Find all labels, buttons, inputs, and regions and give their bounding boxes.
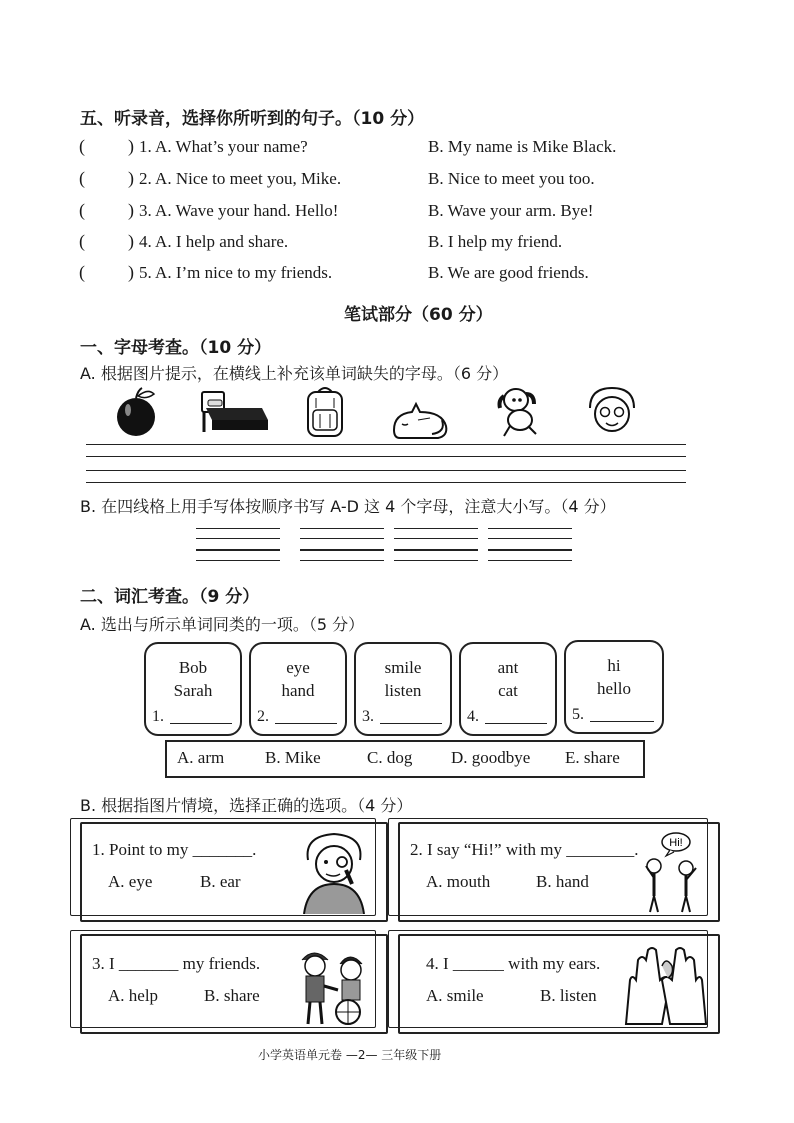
page-footer: 小学英语单元卷 —2— 三年级下册 bbox=[258, 1048, 442, 1062]
vocab-a-instruction: A. 选出与所示单词同类的一项。（5 分） bbox=[80, 615, 365, 634]
picture-question-card: 2. I say “Hi!” with my ________. A. mouth B. hand Hi! bbox=[398, 822, 720, 922]
vocab-b-instruction: B. 根据指图片情境，选择正确的选项。（4 分） bbox=[80, 796, 413, 815]
word-group-box: ant cat 4. bbox=[459, 642, 557, 736]
word-group-box: smile listen 3. bbox=[354, 642, 452, 736]
picture-question-card: 4. I ______ with my ears. A. smile B. listen bbox=[398, 934, 720, 1034]
letters-a-instruction: A. 根据图片提示，在横线上补充该单词缺失的字母。（6 分） bbox=[80, 364, 509, 383]
grandma-icon bbox=[582, 384, 640, 440]
written-part-title: 笔试部分（60 分） bbox=[344, 305, 493, 325]
option-a: 3. A. Wave your hand. Hello! bbox=[139, 201, 339, 220]
option-a: 4. A. I help and share. bbox=[139, 232, 289, 251]
vocab-heading: 二、词汇考查。（9 分） bbox=[80, 587, 260, 607]
option-b: B. My name is Mike Black. bbox=[428, 137, 617, 156]
options-box: A. arm B. Mike C. dog D. goodbye E. share bbox=[165, 740, 645, 778]
option-b: B. Wave your arm. Bye! bbox=[428, 201, 594, 220]
option-b: B. Nice to meet you too. bbox=[428, 169, 595, 188]
picture-question-card: 3. I _______ my friends. A. help B. share bbox=[80, 934, 388, 1034]
apple-icon bbox=[110, 386, 162, 438]
answer-blank[interactable] bbox=[275, 723, 337, 724]
option-a: 2. A. Nice to meet you, Mike. bbox=[139, 169, 342, 188]
word-group-box: Bob Sarah 1. bbox=[144, 642, 242, 736]
answer-blank[interactable] bbox=[380, 723, 442, 724]
answer-blank[interactable] bbox=[590, 721, 654, 722]
option-a: 1. A. What’s your name? bbox=[139, 137, 308, 156]
dog-icon bbox=[494, 384, 544, 440]
hands-cupped-ear-icon bbox=[620, 946, 712, 1026]
cat-icon bbox=[388, 400, 452, 440]
backpack-icon bbox=[302, 384, 348, 440]
answer-blank[interactable] bbox=[485, 723, 547, 724]
option-a: 5. A. I’m nice to my friends. bbox=[139, 263, 333, 282]
word-group-box: hi hello 5. bbox=[564, 640, 664, 734]
option-b: B. I help my friend. bbox=[428, 232, 563, 251]
svg-text:Hi!: Hi! bbox=[669, 837, 683, 849]
letters-heading: 一、字母考查。（10 分） bbox=[80, 338, 272, 358]
boy-helping-friend-wheelchair-icon bbox=[294, 942, 378, 1028]
grandpa-pointing-eye-icon bbox=[298, 830, 370, 914]
option-b: B. We are good friends. bbox=[428, 263, 589, 282]
answer-blank[interactable] bbox=[170, 723, 232, 724]
kids-waving-hi-icon bbox=[636, 828, 706, 916]
listening-heading: 五、听录音，选择你所听到的句子。（10 分） bbox=[80, 109, 425, 129]
word-group-box: eye hand 2. bbox=[249, 642, 347, 736]
picture-question-card: 1. Point to my _______. A. eye B. ear bbox=[80, 822, 388, 922]
letters-b-instruction: B. 在四线格上用手写体按顺序书写 A-D 这 4 个字母，注意大小写。（4 分） bbox=[80, 497, 616, 516]
bed-icon bbox=[196, 386, 272, 436]
